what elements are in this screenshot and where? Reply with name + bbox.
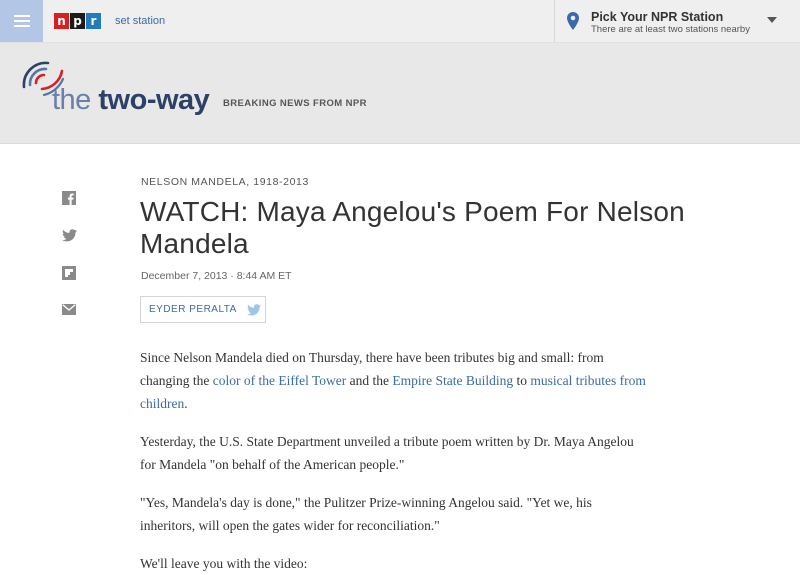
npr-logo-n: n [54, 13, 69, 29]
flipboard-icon [62, 266, 76, 280]
article-paragraph-4: We'll leave you with the video: [140, 556, 308, 571]
article-paragraph-2: Yesterday, the U.S. State Department unveiled a tribute poem written by Dr. Maya Angelou for Mandela "on behalf of the American people." [140, 434, 634, 472]
caret-down-icon [767, 17, 777, 23]
menu-button[interactable] [0, 0, 43, 42]
link-eiffel-tower[interactable]: color of the Eiffel Tower [212, 373, 347, 388]
author-byline[interactable] [140, 296, 266, 323]
location-pin-icon [567, 12, 579, 30]
npr-logo-r: r [86, 13, 101, 29]
share-facebook-button[interactable] [62, 191, 78, 207]
facebook-icon [62, 191, 76, 205]
hamburger-icon [14, 15, 30, 27]
top-bar [0, 0, 800, 43]
blog-title-prefix: the [52, 84, 91, 116]
paragraph-text: and the [346, 373, 393, 388]
share-flipboard-button[interactable] [62, 266, 78, 282]
blog-header [0, 43, 800, 144]
author-name[interactable]: EYDER PERALTA [149, 304, 237, 315]
paragraph-text: to [513, 373, 531, 388]
set-station-link[interactable]: set station [115, 15, 166, 27]
npr-logo-p: p [70, 13, 85, 29]
link-musical-tributes[interactable]: musical tributes from children [140, 373, 646, 411]
email-icon [62, 304, 76, 315]
npr-logo[interactable] [54, 13, 101, 29]
blog-title-main: two-way [98, 84, 210, 116]
article-date: December 7, 2013 · 8:44 AM ET [141, 270, 292, 282]
link-empire-state-building[interactable]: Empire State Building [392, 373, 514, 388]
blog-tagline: BREAKING NEWS FROM NPR [223, 98, 367, 109]
article-headline: WATCH: Maya Angelou's Poem For Nelson Mandela [140, 196, 685, 259]
station-picker-title: Pick Your NPR Station [591, 10, 724, 24]
station-picker[interactable] [554, 0, 800, 42]
article-slug[interactable]: NELSON MANDELA, 1918-2013 [141, 176, 309, 188]
twitter-icon [62, 229, 77, 242]
blog-title[interactable] [52, 83, 209, 117]
twitter-icon[interactable] [247, 304, 261, 316]
article-paragraph-1 [140, 346, 650, 415]
station-picker-subtitle: There are at least two stations nearby [591, 24, 750, 35]
paragraph-text: Since Nelson Mandela died on Thursday, there have been tributes big and small: from changing the [140, 350, 604, 388]
share-email-button[interactable] [62, 304, 78, 320]
paragraph-text: . [184, 396, 188, 411]
article-paragraph-3: "Yes, Mandela's day is done," the Pulitzer Prize-winning Angelou said. "Yet we, his inheritors, will open the gates wider for reconciliation." [140, 495, 592, 533]
share-twitter-button[interactable] [62, 229, 78, 245]
